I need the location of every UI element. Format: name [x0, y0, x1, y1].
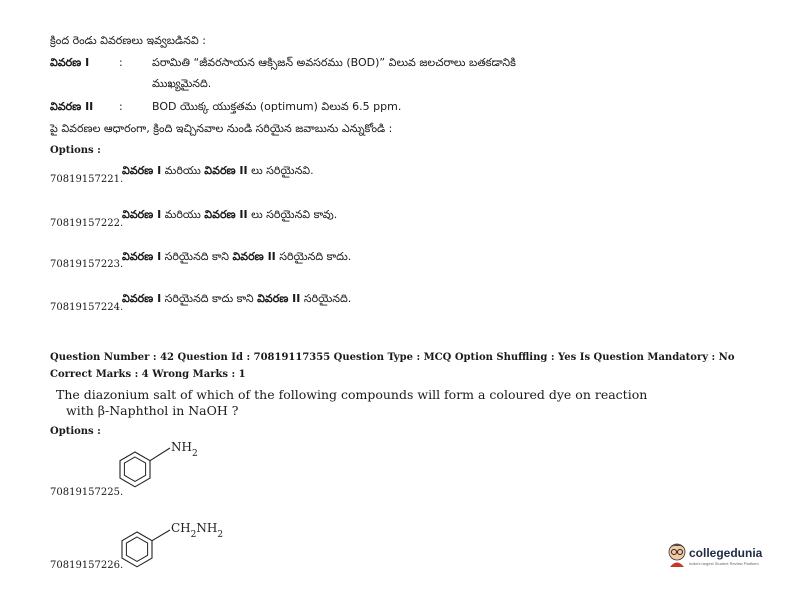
- option-part: మరియు: [161, 208, 205, 221]
- question-meta-line2: Correct Marks : 4 Wrong Marks : 1: [50, 369, 246, 380]
- option-part: వివరణ I: [122, 164, 162, 177]
- aniline-structure[interactable]: [110, 435, 210, 495]
- nh-text: NH: [171, 440, 192, 454]
- option-part: వివరణ II: [204, 164, 248, 177]
- option-text[interactable]: [122, 208, 337, 224]
- intro-text: క్రింద రెండు వివరణలు ఇవ్వబడినవి :: [50, 34, 206, 47]
- instruction-text: పై వివరణల ఆధారంగా, క్రింది ఇచ్చినవాల నుండి సరియైన జవాబును ఎన్నుకోండి :: [50, 122, 393, 135]
- question-meta-line1: Question Number : 42 Question Id : 70819117355 Question Type : MCQ Option Shuffling : Yes Is Question Mandatory : No: [50, 352, 735, 363]
- options-label: Options :: [50, 145, 101, 156]
- option-part: వివరణ II: [232, 250, 276, 263]
- statement2-label: వివరణ II: [50, 100, 94, 113]
- option-text[interactable]: [122, 292, 351, 308]
- statement1-line2: ముఖ్యమైనది.: [152, 77, 212, 90]
- statement2-colon: :: [119, 100, 123, 113]
- statement2-text: BOD యొక్క యుక్తతమ (optimum) విలువ 6.5 ppm.: [152, 100, 402, 113]
- nh-text: NH: [196, 521, 218, 535]
- option-part: లు సరియైనవి.: [247, 164, 314, 177]
- option2-code: 70819157225.: [50, 487, 124, 498]
- option-part: వివరణ I: [122, 208, 162, 221]
- collegedunia-logo: [664, 540, 774, 568]
- benzene-inner-ring: [124, 457, 145, 481]
- benzene-inner-ring: [126, 537, 147, 561]
- statement1-line1: పరామితి “జీవరసాయన ఆక్సిజన్ అవసరము (BOD)” విలువ జలచరాలు బతకడానికి: [152, 56, 516, 69]
- nh-label: [171, 440, 198, 459]
- option-part: సరియైనది కాని: [161, 250, 233, 263]
- option-part: వివరణ I: [122, 250, 162, 263]
- option-code: 70819157221.: [50, 174, 124, 185]
- benzylamine-structure[interactable]: [110, 515, 240, 575]
- ch-text: CH: [171, 521, 191, 535]
- question-text-line2: with β-Naphthol in NaOH ?: [66, 403, 239, 418]
- option-part: వివరణ I: [122, 292, 162, 305]
- option-part: వివరణ II: [257, 292, 301, 305]
- option-part: సరియైనది కాదు కాని: [161, 292, 258, 305]
- bond-line: [152, 530, 170, 541]
- logo-tagline: India's largest Student Review Platform: [689, 561, 759, 566]
- nh-subscript: 2: [191, 449, 198, 459]
- ch2nh2-label: [171, 521, 223, 540]
- statement1-label: వివరణ I: [50, 56, 90, 69]
- option-part: వివరణ II: [204, 208, 248, 221]
- option-code: 70819157224.: [50, 302, 124, 313]
- option-text[interactable]: [122, 250, 351, 266]
- mascot-icon: [664, 540, 690, 568]
- option-part: సరియైనది కాదు.: [275, 250, 352, 263]
- option-code: 70819157222.: [50, 218, 124, 229]
- logo-name: collegedunia: [689, 546, 763, 560]
- option-part: లు సరియైనవి కావు.: [247, 208, 338, 221]
- options2-label: Options :: [50, 426, 101, 437]
- option2-code: 70819157226.: [50, 560, 124, 571]
- option-part: సరియైనది.: [300, 292, 352, 305]
- nh-subscript: 2: [217, 530, 224, 540]
- bond-line: [150, 448, 170, 461]
- option-part: మరియు: [161, 164, 205, 177]
- question-text-line1: The diazonium salt of which of the following compounds will form a coloured dye on reaction: [56, 387, 648, 402]
- ch-subscript: 2: [190, 530, 197, 540]
- option-text[interactable]: [122, 164, 314, 180]
- option-code: 70819157223.: [50, 259, 124, 270]
- statement1-colon: :: [119, 56, 123, 69]
